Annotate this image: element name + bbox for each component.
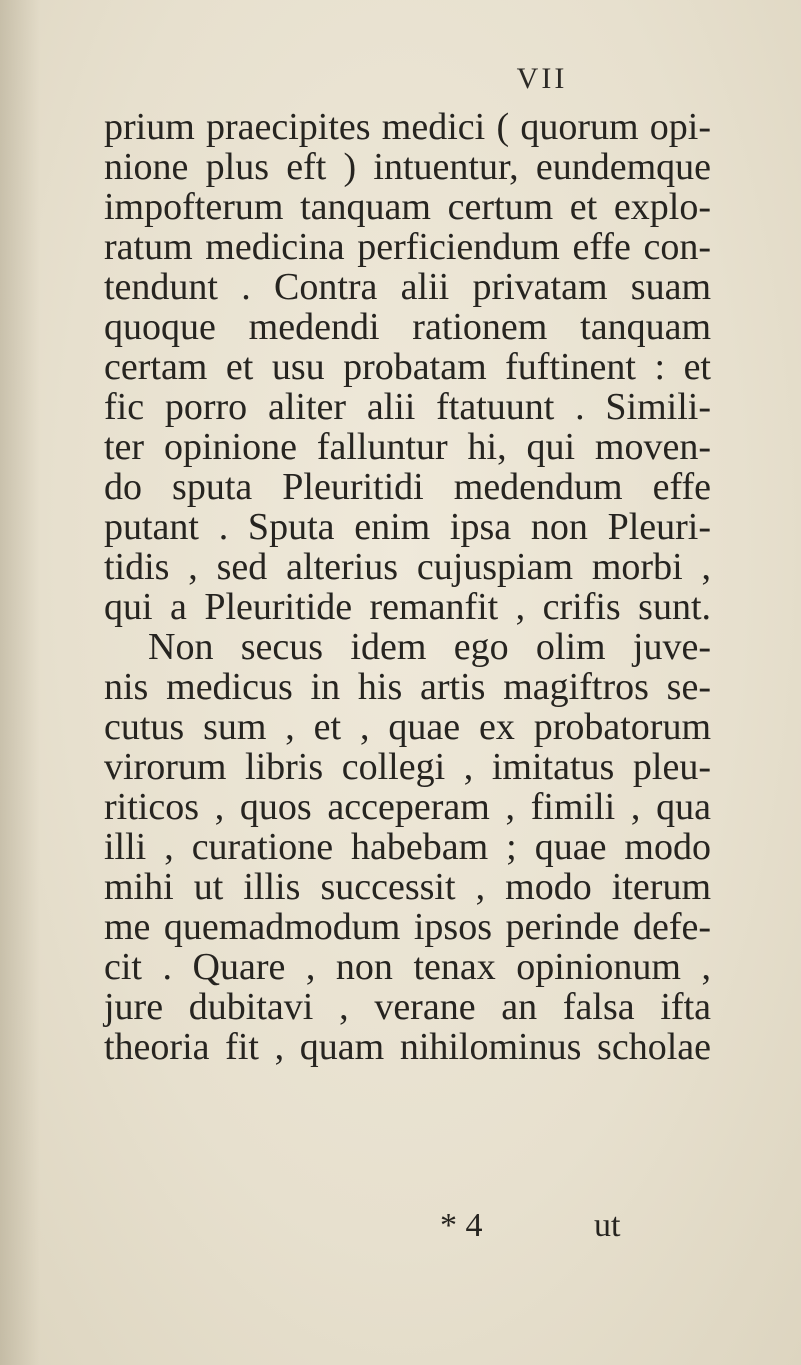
page-number: VII (516, 62, 568, 95)
catchword: ut (594, 1207, 621, 1244)
text-line: nis medicus in his artis magiftros se- (104, 666, 711, 708)
text-line: fic porro aliter alii ftatuunt . Simili- (104, 386, 711, 428)
text-line: ter opinione falluntur hi, qui moven- (104, 426, 711, 468)
text-line: tidis , sed alterius cujuspiam morbi , (104, 546, 711, 588)
signature-mark: * 4 (440, 1207, 483, 1244)
page-gutter-shadow (0, 0, 40, 1365)
text-line: ratum medicina perficiendum effe con- (104, 226, 711, 268)
text-line: prium praecipites medici ( quorum opi- (104, 106, 711, 148)
text-line: impofterum tanquam certum et explo- (104, 186, 711, 228)
text-line: mihi ut illis successit , modo iterum (104, 866, 711, 908)
text-line: cutus sum , et , quae ex probatorum (104, 706, 711, 748)
text-line: do sputa Pleuritidi medendum effe (104, 466, 711, 508)
text-line: riticos , quos acceperam , fimili , qua (104, 786, 711, 828)
text-line: cit . Quare , non tenax opinionum , (104, 946, 711, 988)
text-line: theoria fit , quam nihilominus scholae (104, 1026, 711, 1068)
text-line: jure dubitavi , verane an falsa ifta (104, 986, 711, 1028)
text-line: qui a Pleuritide remanfit , crifis sunt. (104, 586, 711, 628)
text-line: certam et usu probatam fuftinent : et (104, 346, 711, 388)
text-line: illi , curatione habebam ; quae modo (104, 826, 711, 868)
text-line: putant . Sputa enim ipsa non Pleuri- (104, 506, 711, 548)
text-line: nione plus eft ) intuentur, eundemque (104, 146, 711, 188)
text-line: tendunt . Contra alii privatam suam (104, 266, 711, 308)
text-line: quoque medendi rationem tanquam (104, 306, 711, 348)
text-line: me quemadmodum ipsos perinde defe- (104, 906, 711, 948)
text-line: Non secus idem ego olim juve- (148, 626, 711, 668)
text-line: virorum libris collegi , imitatus pleu- (104, 746, 711, 788)
